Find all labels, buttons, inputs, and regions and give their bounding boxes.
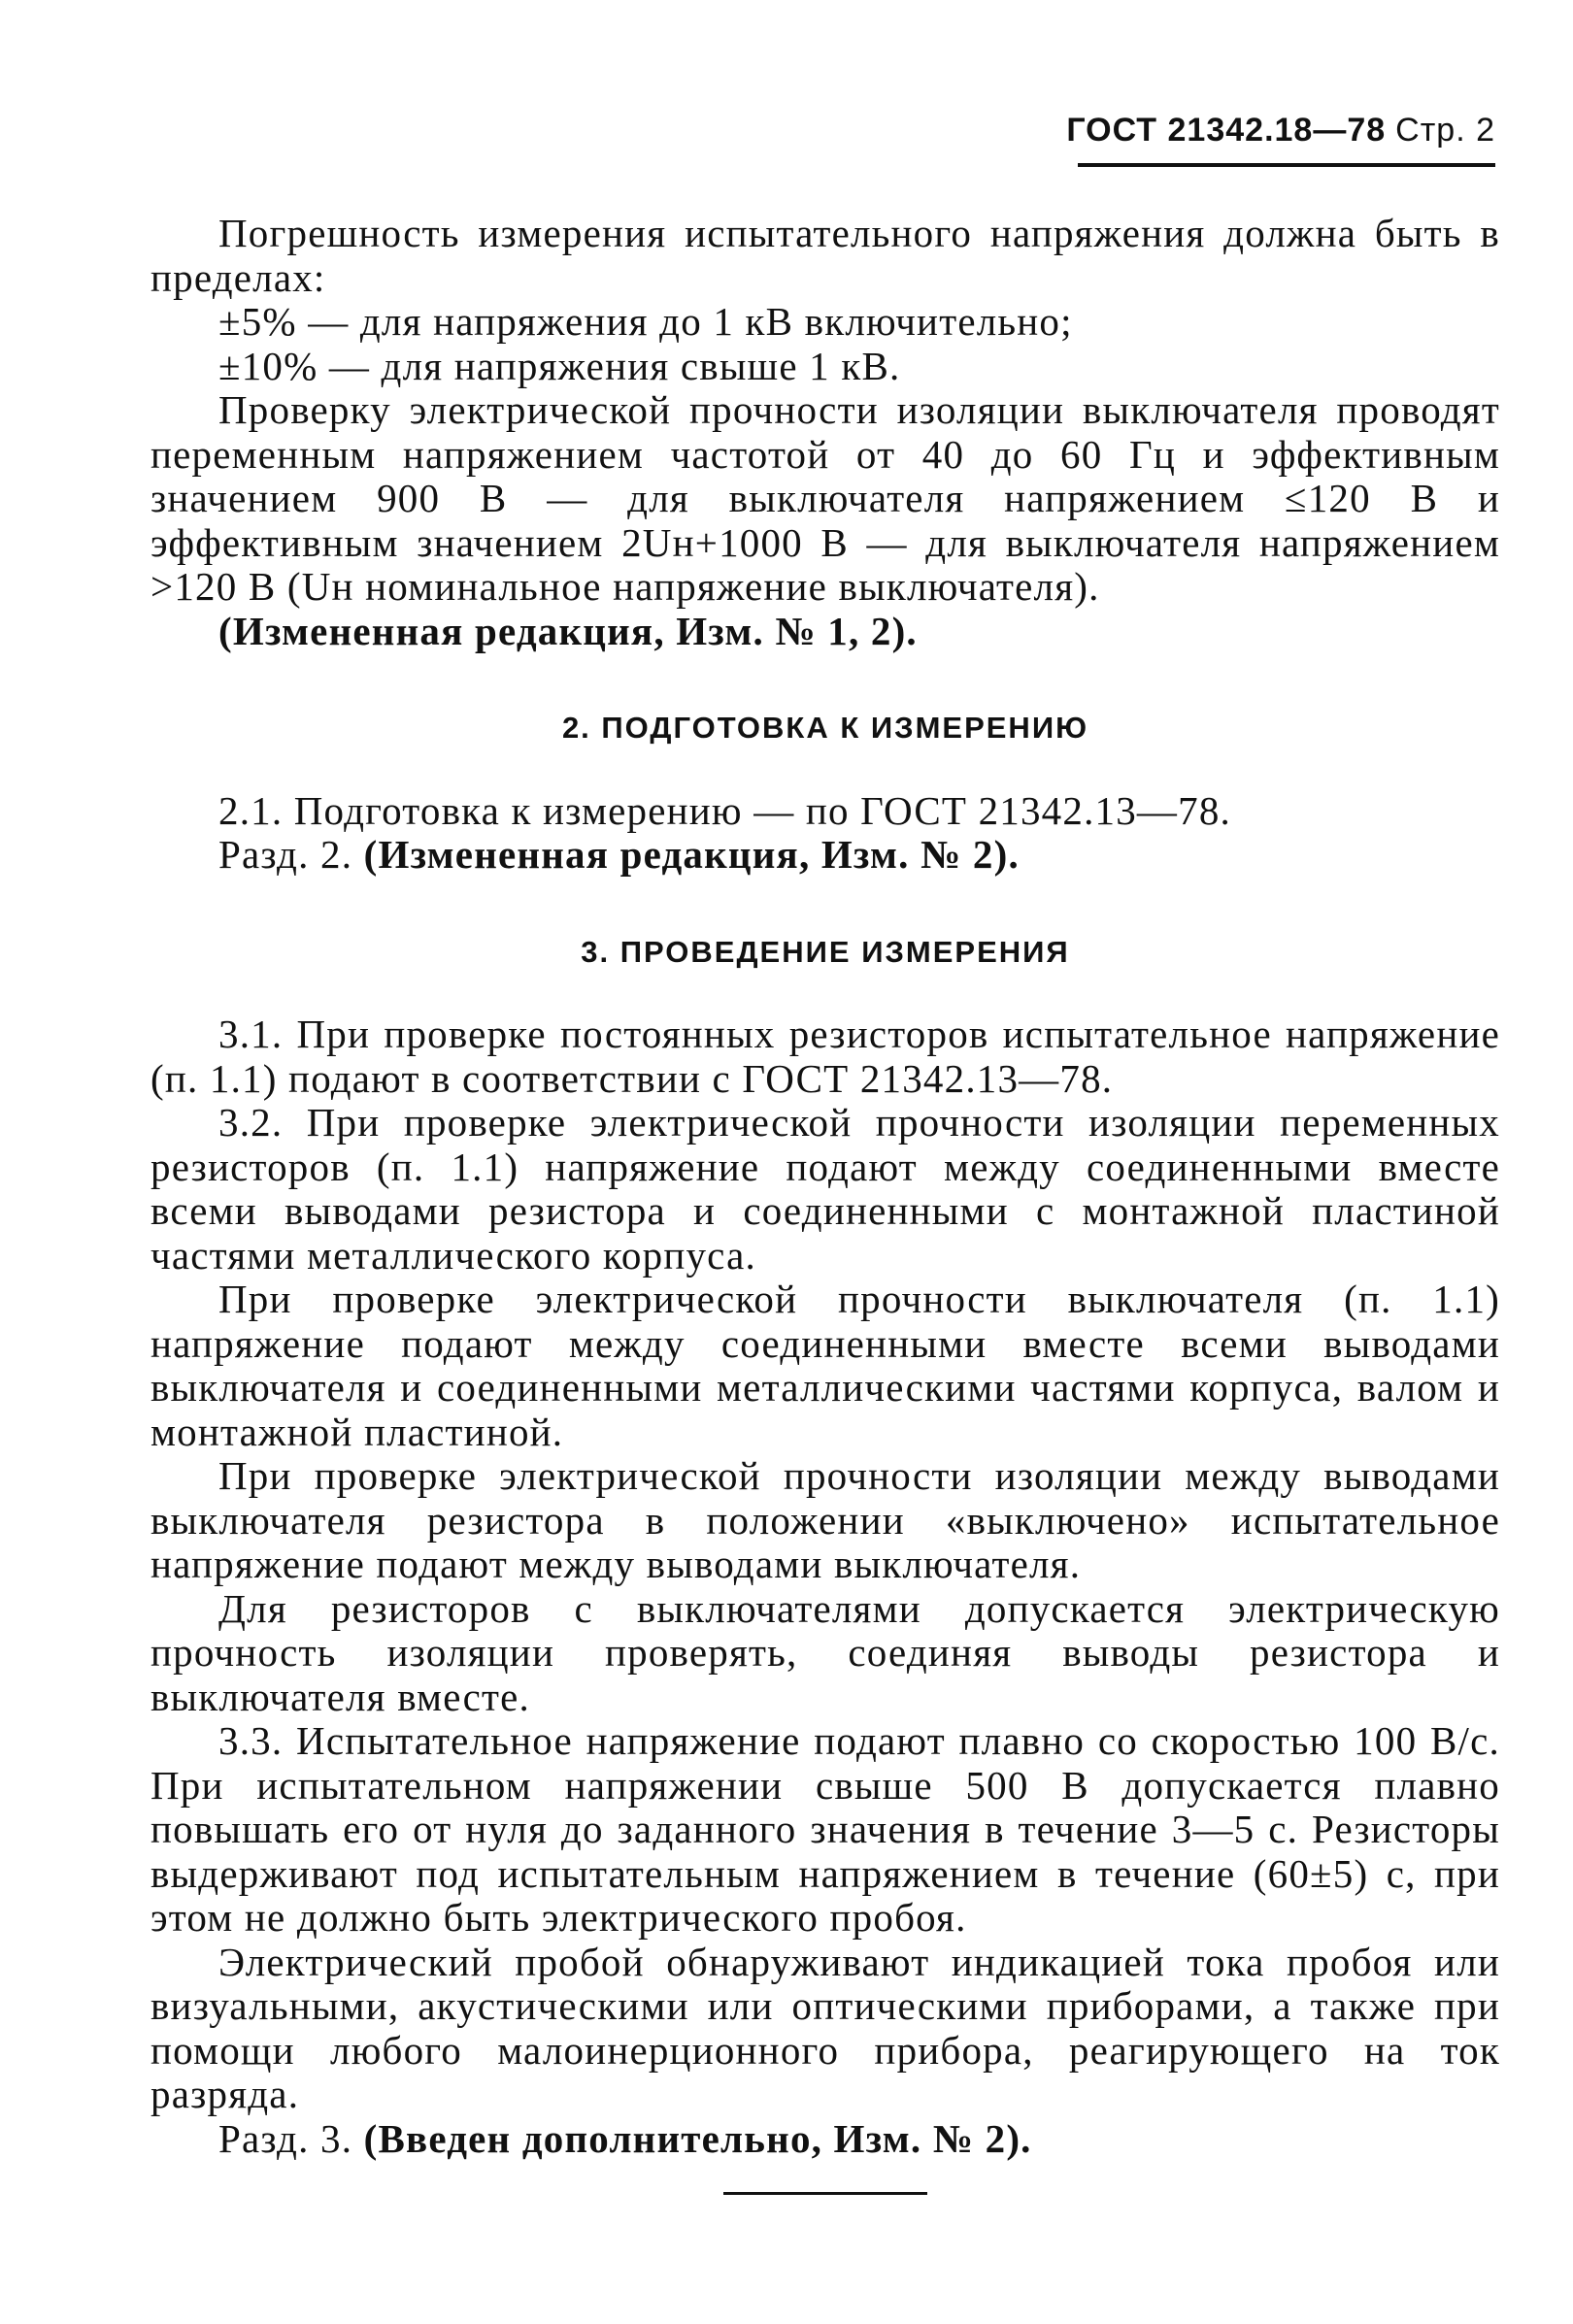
paragraph-accuracy: Погрешность измерения испытательного напряжения должна быть в пределах: xyxy=(151,211,1500,300)
section-3-heading: 3. ПРОВЕДЕНИЕ ИЗМЕРЕНИЯ xyxy=(581,934,1070,969)
document-body xyxy=(151,212,1500,2161)
amendment-note-2: (Измененная редакция, Изм. № 2). xyxy=(363,832,1020,877)
tolerance-item-1: ±5% — для напряжения до 1 кВ включительно; xyxy=(218,299,1073,344)
section-2-label: Разд. 2. xyxy=(218,832,353,877)
amendment-note-1: (Измененная редакция, Изм. № 1, 2). xyxy=(218,608,918,653)
paragraph-3-2-off-position: При проверке электрической прочности изоляции между выводами выключателя резистора в положении «выключено» испытательное напряжение подают между выводами выключателя. xyxy=(151,1453,1500,1586)
page-header xyxy=(1066,112,1495,149)
paragraph-3-2: 3.2. При проверке электрической прочности изоляции переменных резисторов (п. 1.1) напряжение подают между соединенными вместе всеми выводами резистора и соединенными с монтажной пластиной частями металлического корпуса. xyxy=(151,1100,1500,1278)
paragraph-3-2-combined: Для резисторов с выключателями допускается электрическую прочность изоляции проверять, соединяя выводы резистора и выключателя вместе. xyxy=(151,1585,1500,1719)
paragraph-3-end xyxy=(151,2117,1500,2162)
paragraph-switch-test: Проверку электрической прочности изоляции выключателя проводят переменным напряжением частотой от 40 до 60 Гц и эффективным значением 900 В — для выключателя напряжением ≤120 В и эффективным значением 2Uн+1000 В — для выключателя напряжением >120 В (Uн номинальное напряжение выключателя). xyxy=(151,387,1500,609)
paragraph-3-3-breakdown: Электрический пробой обнаруживают индикацией тока пробоя или визуальными, акустическими или оптическими приборами, а также при помощи любого малоинерционного прибора, реагирующего на ток разряда. xyxy=(151,1939,1500,2116)
tolerance-item-2: ±10% — для напряжения свыше 1 кВ. xyxy=(218,343,901,388)
section-2-heading: 2. ПОДГОТОВКА К ИЗМЕРЕНИЮ xyxy=(561,711,1089,745)
section-3-label: Разд. 3. xyxy=(218,2115,353,2161)
header-rule xyxy=(1078,163,1495,167)
paragraph-2-1: 2.1. Подготовка к измерению — по ГОСТ 21342.13—78. xyxy=(218,787,1231,833)
paragraph-3-2-switch: При проверке электрической прочности выключателя (п. 1.1) напряжение подают между соединенными вместе всеми выводами выключателя и соединенными металлическими частями корпуса, валом и монтажной пластиной. xyxy=(151,1277,1500,1454)
paragraph-3-1: 3.1. При проверке постоянных резисторов испытательное напряжение (п. 1.1) подают в соответствии с ГОСТ 21342.13—78. xyxy=(151,1012,1500,1101)
end-rule xyxy=(723,2192,927,2195)
amendment-note-3: (Введен дополнительно, Изм. № 2). xyxy=(363,2115,1032,2161)
document-code: ГОСТ 21342.18—78 xyxy=(1066,112,1387,149)
paragraph-3-3: 3.3. Испытательное напряжение подают плавно со скоростью 100 В/с. При испытательном напряжении свыше 500 В допускается плавно повышать его от нуля до заданного значения в течение 3—5 с. Резисторы выдерживают под испытательным напряжением в течение (60±5) с, при этом не должно быть электрического пробоя. xyxy=(151,1718,1500,1940)
paragraph-2-amend xyxy=(151,833,1500,878)
page-number: Стр. 2 xyxy=(1395,112,1495,149)
